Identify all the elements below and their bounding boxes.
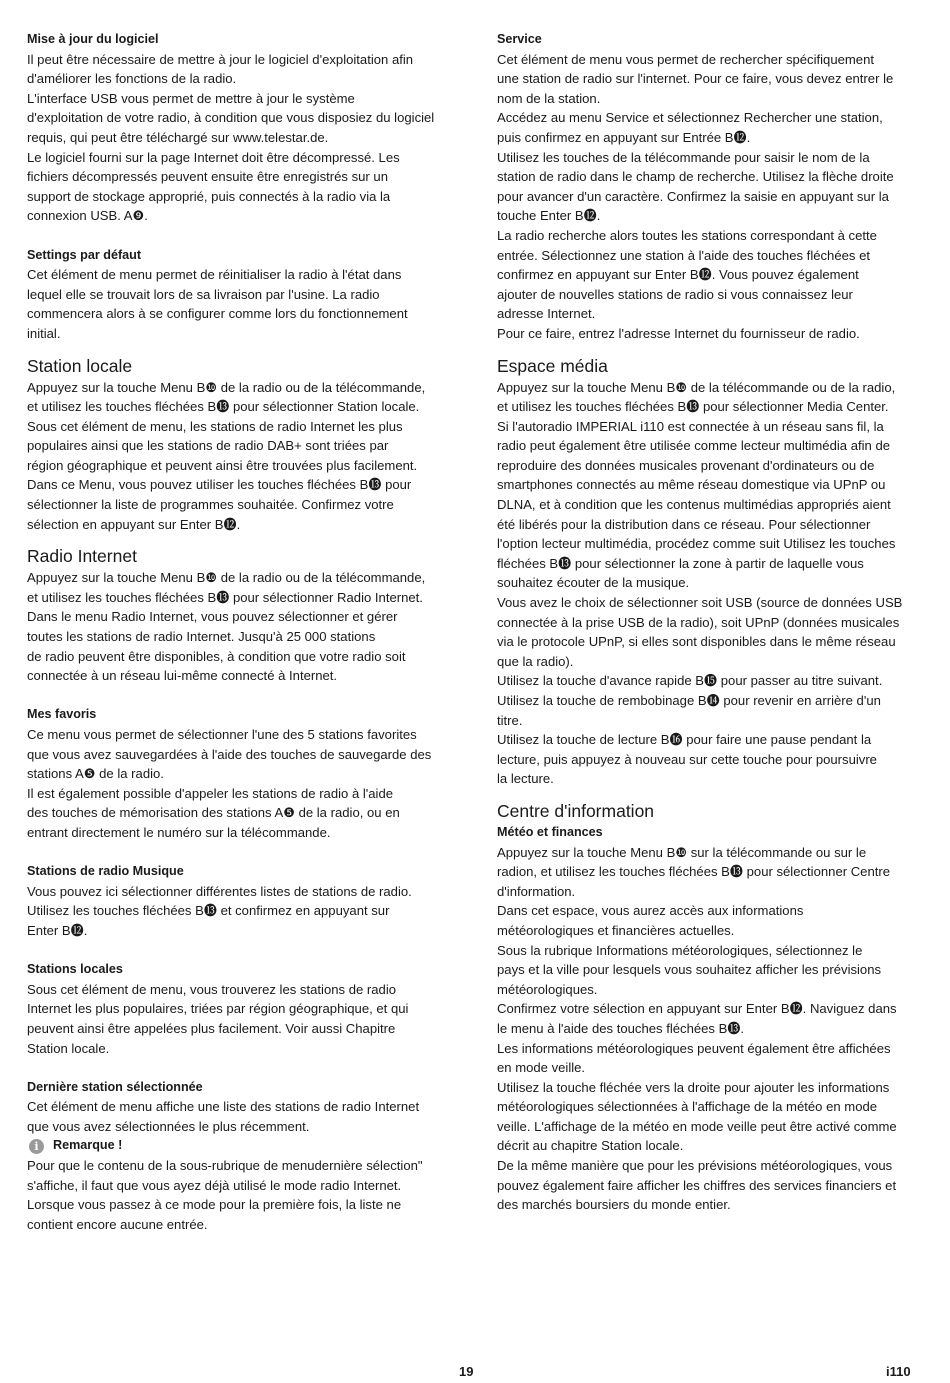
body-text-line: pouvez également faire afficher les chiffres des services financiers et [497, 1177, 897, 1193]
section-gap [27, 344, 452, 355]
remark-note [27, 1136, 452, 1156]
body-text-line: Pour que le contenu de la sous-rubrique de menudernière sélection" [27, 1158, 423, 1174]
body-text-line: Dans ce Menu, vous pouvez utiliser les touches fléchées B⓭ pour [27, 477, 412, 493]
paragraph-gap [27, 1058, 452, 1078]
body-text-line: souhaitez écouter de la musique. [497, 575, 690, 591]
body-text-line: titre. [497, 712, 523, 728]
body-text-line: stations A❺ de la radio. [27, 766, 164, 782]
body-text-line: que vous avez sélectionnées le plus récemment. [27, 1118, 310, 1134]
body-text-line: connectée à un réseau lui-même connecté à Internet. [27, 668, 338, 684]
body-text-line: Les informations météorologiques peuvent également être affichées [497, 1040, 891, 1056]
body-text-line: une station de radio sur l'internet. Pour ce faire, vous devez entrer le [497, 71, 894, 87]
body-text-line: De la même manière que pour les prévisions météorologiques, vous [497, 1158, 893, 1174]
paragraph-gap [27, 226, 452, 246]
body-text-line: Appuyez sur la touche Menu B❿ sur la télécommande ou sur le [497, 844, 867, 860]
body-text-line: via le protocole UPnP, si elles sont disponibles dans le même réseau [497, 634, 896, 650]
section-heading: Station locale [27, 355, 133, 376]
body-text-line: confirmez en appuyant sur Enter B⓬. Vous pouvez également [497, 267, 859, 283]
body-text-line: Utilisez la touche d'avance rapide B⓯ pour passer au titre suivant. [497, 673, 883, 689]
body-text-line: populaires ainsi que les stations de radio DAB+ sont triées par [27, 438, 389, 454]
body-text-line: que vous avez sauvegardées à l'aide des touches de sauvegarde des [27, 746, 432, 762]
body-text-line: décrit au chapitre Station locale. [497, 1138, 684, 1154]
body-text-line: Appuyez sur la touche Menu B❿ de la radio ou de la télécommande, [27, 379, 426, 395]
body-text-line: DLNA, et à condition que les contenus multimédias appropriés aient [497, 497, 891, 513]
body-text-line: Appuyez sur la touche Menu B❿ de la télécommande ou de la radio, [497, 379, 896, 395]
body-text-line: que la radio). [497, 653, 574, 669]
body-text-line: entrant directement le numéro sur la télécommande. [27, 824, 331, 840]
body-text-line: Sous cet élément de menu, les stations de radio Internet les plus [27, 418, 403, 434]
body-text-line: de radio peuvent être disponibles, à condition que votre radio soit [27, 648, 406, 664]
info-icon: i [29, 1139, 44, 1154]
body-text-line: Lorsque vous passez à ce mode pour la première fois, la liste ne [27, 1197, 402, 1213]
model-name: i110 [886, 1364, 911, 1379]
body-text-line: Utilisez les touches fléchées B⓭ et confirmez en appuyant sur [27, 903, 390, 919]
body-text-line: station de radio dans le champ de recherche. Utilisez la flèche droite [497, 169, 894, 185]
subsection-heading: Service [497, 32, 542, 46]
body-text-line: requis, qui peut être téléchargé sur www.telestar.de. [27, 129, 329, 145]
body-text-line: connectée à la prise USB de la radio), soit UPnP (données musicales [497, 614, 900, 630]
body-text-line: Cet élément de menu permet de réinitialiser la radio à l'état dans [27, 267, 402, 283]
body-text-line: radio peut également être utilisée comme lecteur multimédia afin de [497, 438, 891, 454]
section-gap [497, 344, 922, 355]
section-gap [27, 534, 452, 545]
body-text-line: des touches de mémorisation des stations A❺ de la radio, ou en [27, 805, 400, 821]
subsection-heading: Dernière station sélectionnée [27, 1079, 203, 1094]
left-column [27, 30, 452, 1234]
body-text-line: fléchées B⓭ pour sélectionner la zone à partir de laquelle vous [497, 555, 864, 571]
body-text-line: des marchés boursiers du monde entier. [497, 1197, 731, 1213]
body-text-line: support de stockage approprié, puis connectés à la radio via la [27, 188, 391, 204]
page-number: 19 [459, 1364, 474, 1379]
body-text-line: Vous pouvez ici sélectionner différentes listes de stations de radio. [27, 883, 412, 899]
body-text-line: adresse Internet. [497, 306, 596, 322]
body-text-line: la lecture. [497, 771, 554, 787]
body-text-line: La radio recherche alors toutes les stations correspondant à cette [497, 227, 877, 243]
section-heading: Centre d'information [497, 800, 655, 821]
subsection-heading: Settings par défaut [27, 247, 142, 262]
body-text-line: initial. [27, 325, 61, 341]
body-text-line: Pour ce faire, entrez l'adresse Internet du fournisseur de radio. [497, 325, 860, 341]
paragraph-gap [27, 686, 452, 706]
body-text-line: Dans le menu Radio Internet, vous pouvez sélectionner et gérer [27, 609, 398, 625]
body-text-line: Cet élément de menu affiche une liste des stations de radio Internet [27, 1099, 420, 1115]
body-text-line: connexion USB. A❾. [27, 208, 148, 224]
body-text-line: météorologiques. [497, 981, 598, 997]
body-text-line: touche Enter B⓬. [497, 208, 601, 224]
body-text-line: Utilisez les touches de la télécommande pour saisir le nom de la [497, 149, 870, 165]
body-text-line: le menu à l'aide des touches fléchées B⓭. [497, 1020, 745, 1036]
subsection-heading: Stations de radio Musique [27, 864, 184, 879]
body-text-line: et utilisez les touches fléchées B⓭ pour sélectionner Media Center. [497, 399, 889, 415]
body-text-line: Sous la rubrique Informations météorologiques, sélectionnez le [497, 942, 863, 958]
body-text-line: en mode veille. [497, 1060, 586, 1076]
body-text-line: Il est également possible d'appeler les stations de radio à l'aide [27, 785, 394, 801]
body-text-line: Confirmez votre sélection en appuyant sur Enter B⓬. Naviguez dans [497, 1001, 897, 1017]
body-text-line: région géographique et peuvent ainsi être trouvées plus facilement. [27, 457, 418, 473]
body-text-line: Cet élément de menu vous permet de rechercher spécifiquement [497, 51, 875, 67]
body-text-line: lecture, puis appuyez à nouveau sur cette touche pour poursuivre [497, 751, 877, 767]
body-text-line: pour avancer d'un caractère. Confirmez la saisie en appuyant sur la [497, 188, 889, 204]
body-text-line: lequel elle se trouvait lors de sa livraison par l'usine. La radio [27, 286, 380, 302]
body-text-line: Station locale. [27, 1040, 110, 1056]
body-text-line: pays et la ville pour lesquels vous souhaitez afficher les prévisions [497, 962, 882, 978]
body-text-line: veille. L'affichage de la météo en mode veille peut être activé comme [497, 1118, 897, 1134]
body-text-line: nom de la station. [497, 90, 601, 106]
body-text-line: Il peut être nécessaire de mettre à jour le logiciel d'exploitation afin [27, 51, 414, 67]
body-text-line: L'interface USB vous permet de mettre à jour le système [27, 90, 355, 106]
remark-label: Remarque ! [53, 1138, 123, 1153]
body-text-line: puis confirmez en appuyant sur Entrée B⓬. [497, 129, 751, 145]
body-text-line: toutes les stations de radio Internet. Jusqu'à 25 000 stations [27, 629, 376, 645]
section-heading: Espace média [497, 355, 608, 376]
body-text-line: peuvent ainsi être appelées plus facilement. Voir aussi Chapitre [27, 1020, 396, 1036]
body-text-line: commencera alors à se configurer comme lors du fonctionnement [27, 306, 408, 322]
body-text-line: Vous avez le choix de sélectionner soit USB (source de données USB [497, 595, 903, 611]
section-heading: Radio Internet [27, 546, 137, 567]
body-text-line: Enter B⓬. [27, 922, 88, 938]
body-text-line: Utilisez la touche de lecture B⓰ pour faire une pause pendant la [497, 732, 872, 748]
body-text-line: Si l'autoradio IMPERIAL i110 est connectée à un réseau sans fil, la [497, 418, 884, 434]
body-text-line: contient encore aucune entrée. [27, 1216, 208, 1232]
body-text-line: et utilisez les touches fléchées B⓭ pour sélectionner Station locale. [27, 399, 420, 415]
body-text-line: Internet les plus populaires, triées par région géographique, et qui [27, 1001, 409, 1017]
right-column [497, 30, 922, 1215]
body-text-line: d'améliorer les fonctions de la radio. [27, 71, 237, 87]
subsection-heading: Mes favoris [27, 707, 97, 722]
body-text-line: d'information. [497, 883, 576, 899]
body-text-line: et utilisez les touches fléchées B⓭ pour sélectionner Radio Internet. [27, 589, 423, 605]
subsection-heading: Météo et finances [497, 824, 603, 839]
body-text-line: Ce menu vous permet de sélectionner l'une des 5 stations favorites [27, 727, 417, 742]
body-text-line: reproduire des données musicales provenant d'ordinateurs ou de [497, 457, 875, 473]
body-text-line: été libérés pour la distribution dans ce réseau. Pour sélectionner [497, 516, 871, 532]
body-text-line: smartphones connectés au même réseau domestique via UPnP ou [497, 477, 886, 493]
subsection-heading: Mise à jour du logiciel [27, 32, 159, 46]
body-text-line: l'option lecteur multimédia, procédez comme suit Utilisez les touches [497, 536, 896, 552]
body-text-line: ajouter de nouvelles stations de radio si vous connaissez leur [497, 286, 853, 302]
body-text-line: Appuyez sur la touche Menu B❿ de la radio ou de la télécommande, [27, 570, 426, 586]
body-text-line: météorologiques et financières actuelles. [497, 922, 735, 938]
subsection-heading: Stations locales [27, 962, 123, 977]
body-text-line: fichiers décompressés peuvent ensuite être enregistrés sur un [27, 169, 388, 185]
paragraph-gap [27, 941, 452, 961]
paragraph-gap [27, 843, 452, 863]
body-text-line: radion, et utilisez les touches fléchées B⓭ pour sélectionner Centre [497, 864, 891, 880]
body-text-line: Dans cet espace, vous aurez accès aux informations [497, 903, 804, 919]
body-text-line: sélection en appuyant sur Enter B⓬. [27, 516, 241, 532]
section-gap [497, 789, 922, 800]
body-text-line: Accédez au menu Service et sélectionnez Rechercher une station, [497, 110, 883, 126]
body-text-line: Le logiciel fourni sur la page Internet doit être décompressé. Les [27, 149, 400, 165]
body-text-line: Utilisez la touche de rembobinage B⓮ pour revenir en arrière d'un [497, 693, 881, 708]
body-text-line: météorologiques sélectionnées à l'affichage de la météo en mode [497, 1099, 878, 1115]
body-text-line: entrée. Sélectionnez une station à l'aide des touches fléchées et [497, 247, 871, 263]
body-text-line: Sous cet élément de menu, vous trouverez les stations de radio [27, 981, 397, 997]
body-text-line: Utilisez la touche fléchée vers la droite pour ajouter les informations [497, 1079, 890, 1095]
body-text-line: sélectionner la liste de programmes souhaitée. Confirmez votre [27, 497, 394, 513]
body-text-line: d'exploitation de votre radio, à condition que vous disposiez du logiciel [27, 110, 435, 126]
body-text-line: s'affiche, il faut que vous ayez déjà utilisé le mode radio Internet. [27, 1177, 402, 1193]
